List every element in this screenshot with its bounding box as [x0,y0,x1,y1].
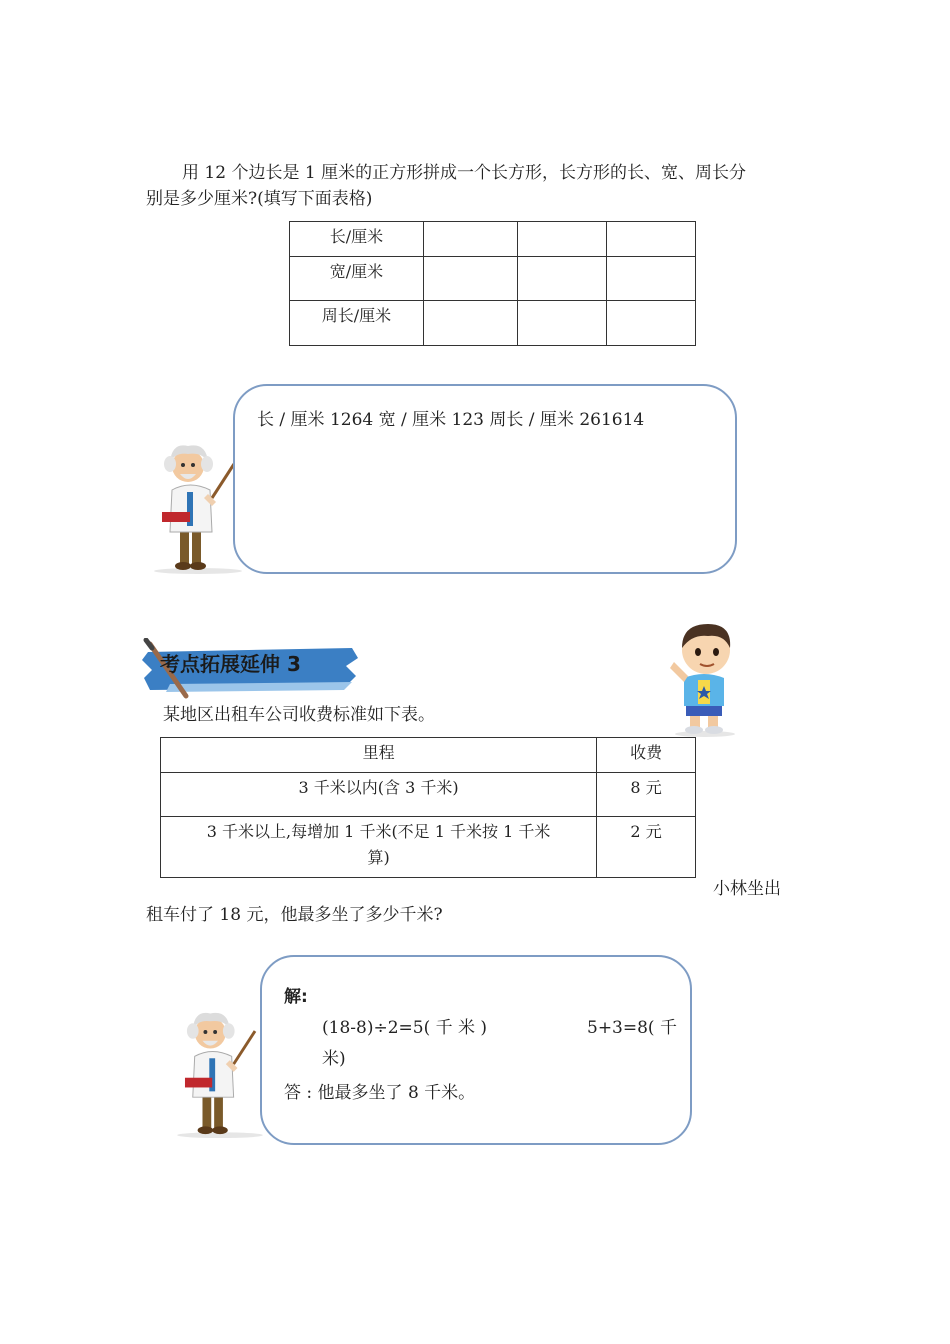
solution-step2-cont: 米) [322,1049,346,1069]
problem1-line2: 别是多少厘米?(填写下面表格) [146,189,373,209]
row-label: 长/厘米 [290,222,424,257]
solution-bubble [260,955,692,1145]
problem1-line1: 用 12 个边长是 1 厘米的正方形拼成一个长方形，长方形的长、宽、周长分 [182,163,747,183]
answer-cell[interactable] [517,222,606,257]
rectangle-table [289,221,696,346]
row-label: 周长/厘米 [290,301,424,346]
boy-icon [664,618,746,738]
answer-cell[interactable] [423,301,517,346]
distance-cell-line2: 算) [367,848,390,867]
table-row [161,773,696,817]
table-row [161,817,696,878]
section-title: 考点拓展延伸 3 [160,652,301,676]
answer-cell[interactable] [606,301,695,346]
problem2-intro: 某地区出租车公司收费标准如下表。 [163,705,435,725]
table-header-row [161,738,696,773]
distance-cell [161,817,597,878]
answer-cell[interactable] [423,222,517,257]
row-label: 宽/厘米 [290,257,424,301]
table-row [290,222,696,257]
solution-step2: 5+3=8( 千 [587,1018,677,1038]
answer-cell[interactable] [423,257,517,301]
answer-cell[interactable] [606,222,695,257]
fee-cell: 8 元 [597,773,696,817]
solution-label: 解: [284,987,308,1007]
answer-cell[interactable] [606,257,695,301]
table-row [290,301,696,346]
fare-table [160,737,696,878]
header-distance: 里程 [161,738,597,773]
teacher-icon [150,428,246,576]
question-part2: 租车付了 18 元，他最多坐了多少千米? [146,905,443,925]
teacher-icon [172,996,268,1140]
solution-conclusion: 答 : 他最多坐了 8 千米。 [284,1083,476,1103]
fee-cell: 2 元 [597,817,696,878]
distance-cell: 3 千米以内(含 3 千米) [161,773,597,817]
distance-cell-line1: 3 千米以上,每增加 1 千米(不足 1 千米按 1 千米 [206,822,551,841]
question-part1: 小林坐出 [713,879,781,899]
answer-cell[interactable] [517,301,606,346]
table-row [290,257,696,301]
answer1-text: 长 / 厘米 1264 宽 / 厘米 123 周长 / 厘米 261614 [257,410,645,430]
answer-cell[interactable] [517,257,606,301]
header-fee: 收费 [597,738,696,773]
solution-step1: (18-8)÷2=5( 千 米 ) [322,1018,488,1038]
answer-bubble [233,384,737,574]
